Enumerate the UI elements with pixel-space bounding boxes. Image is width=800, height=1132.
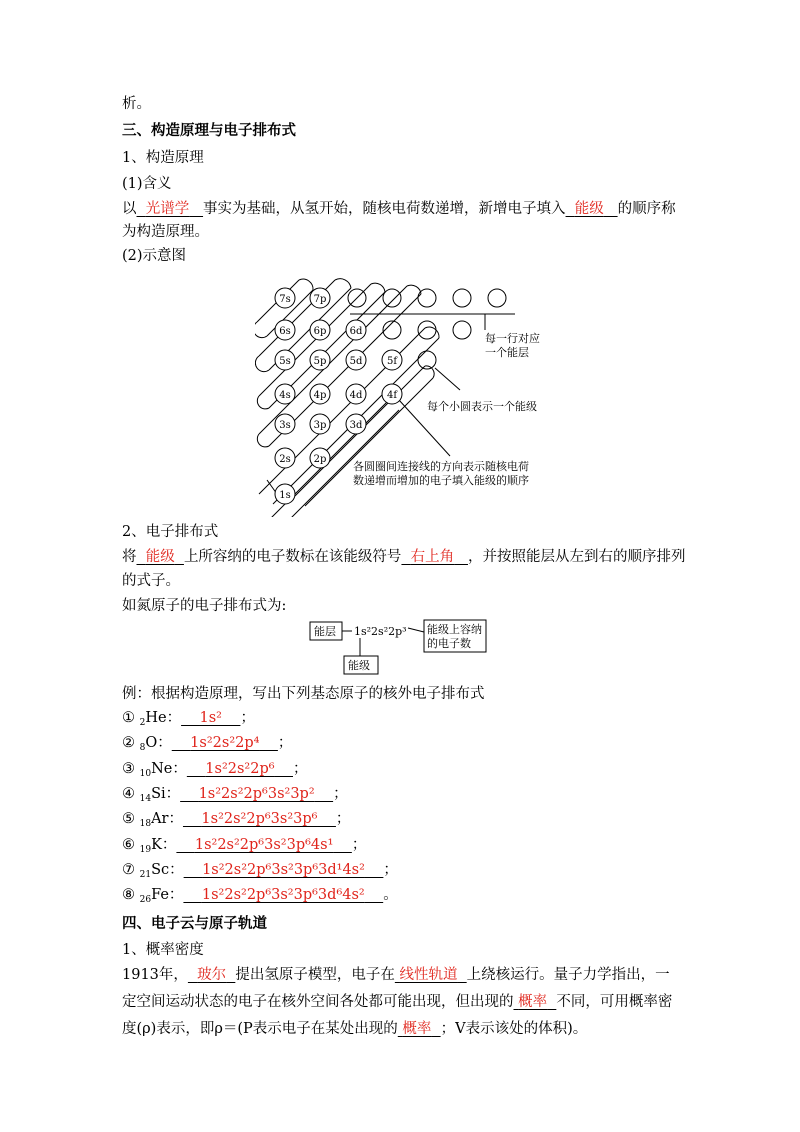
answer-probability: 概率 <box>518 994 548 1010</box>
exercise-intro: 例：根据构造原理，写出下列基态原子的核外电子排布式 <box>122 686 485 702</box>
colon: ： <box>172 761 187 777</box>
blank-right <box>365 862 383 878</box>
answer-energy-level: 能级 <box>145 549 175 565</box>
note-circle: 每个小圆表示一个能级 <box>427 400 537 413</box>
item-number: ① <box>122 710 135 726</box>
level-6s: 6s <box>279 326 291 337</box>
level-2s: 2s <box>279 454 291 465</box>
terminator: ； <box>333 786 348 802</box>
blank-left <box>176 837 194 853</box>
item-number: ⑥ <box>122 837 135 853</box>
level-7s: 7s <box>279 294 291 305</box>
subsection-title: 1、构造原理 <box>122 150 204 166</box>
level-5f: 5f <box>386 356 398 367</box>
text: 提出氢原子模型，电子在 <box>235 967 395 983</box>
blank-left <box>188 967 197 983</box>
level-2p: 2p <box>313 454 327 465</box>
level-4p: 4p <box>313 390 327 401</box>
label-energy-level: 能级 <box>348 659 370 672</box>
blank-left <box>137 549 146 565</box>
blank-right <box>226 967 235 983</box>
terminator: ； <box>335 811 351 827</box>
atomic-number: 26 <box>139 895 152 905</box>
blank-right <box>317 811 335 827</box>
blank-right <box>189 201 203 217</box>
answer-configuration: 1s²2s²2p⁶3s²3p⁶ <box>201 811 318 827</box>
blank-right <box>175 549 184 565</box>
config-definition <box>122 547 685 567</box>
text: 以 <box>122 201 137 217</box>
blank-left <box>172 735 190 751</box>
terminator: ； <box>383 862 398 878</box>
element-symbol: Ne <box>151 761 173 777</box>
diagram-label: (2)示意图 <box>122 248 187 264</box>
level-7p: 7p <box>313 294 327 305</box>
answer-configuration: 1s²2s²2p⁴ <box>190 735 260 751</box>
meaning-label: (1)含义 <box>122 176 172 192</box>
answer-configuration: 1s²2s²2p⁶3s²3p⁶4s¹ <box>194 837 334 853</box>
exercise-item <box>122 835 366 860</box>
blank-left <box>137 201 146 217</box>
exercise-item <box>122 860 398 885</box>
label-electron-count-2: 的电子数 <box>427 637 471 650</box>
exercise-item <box>122 809 350 834</box>
blank-left <box>184 862 202 878</box>
level-6p: 6p <box>313 326 327 337</box>
element-symbol: He <box>145 710 167 726</box>
note-row-line1: 每一行对应 <box>485 332 540 345</box>
element-symbol: K <box>151 837 162 853</box>
blank-right <box>547 994 556 1010</box>
definition-paragraph <box>122 199 676 219</box>
blank-right <box>365 887 383 903</box>
note-row-line2: 一个能层 <box>485 346 529 359</box>
atomic-number: 10 <box>139 769 152 779</box>
element-symbol: Ar <box>151 811 169 827</box>
atomic-number: 14 <box>139 794 152 804</box>
section-heading-4: 四、电子云与原子轨道 <box>122 916 267 932</box>
atomic-number: 19 <box>139 845 152 855</box>
text: 度(ρ)表示，即ρ＝(P表示电子在某处出现的 <box>122 1021 398 1037</box>
blank-right <box>275 761 293 777</box>
terminator: ； <box>293 761 308 777</box>
atomic-number: 18 <box>139 819 152 829</box>
exercise-item <box>122 708 255 733</box>
text: 上绕核运行。量子力学指出，一 <box>466 967 670 983</box>
subsection-probability-density: 1、概率密度 <box>122 942 204 958</box>
level-5d: 5d <box>349 356 363 367</box>
element-symbol: Fe <box>151 887 169 903</box>
answer-configuration: 1s²2s²2p⁶3s²3p⁶3d⁶4s² <box>201 887 365 903</box>
element-symbol: Sc <box>151 862 170 878</box>
atomic-number: 21 <box>139 870 152 880</box>
blank-right <box>604 201 618 217</box>
terminator: ； <box>277 735 293 751</box>
level-3d: 3d <box>349 420 363 431</box>
bohr-paragraph-line1 <box>122 965 670 985</box>
colon: ： <box>165 786 181 802</box>
blank-left <box>183 811 201 827</box>
level-3p: 3p <box>313 420 327 431</box>
answer-configuration: 1s²2s²2p⁶3s²3p² <box>198 786 315 802</box>
item-number: ⑤ <box>122 811 135 827</box>
nitrogen-example-intro: 如氮原子的电子排布式为: <box>122 598 287 614</box>
text: 1913年， <box>122 967 188 983</box>
text: 上所容纳的电子数标在该能级符号 <box>183 549 402 565</box>
element-symbol: O <box>145 735 158 751</box>
blank-left <box>180 786 198 802</box>
level-1s: 1s <box>279 490 291 501</box>
colon: ： <box>161 837 177 853</box>
aufbau-diagram <box>255 272 565 517</box>
colon: ： <box>166 710 182 726</box>
section-heading-3: 三、构造原理与电子排布式 <box>122 123 296 139</box>
config-definition-line2: 的式子。 <box>122 573 180 589</box>
terminator: 。 <box>383 887 398 903</box>
bohr-paragraph-line3 <box>122 1019 587 1039</box>
answer-upper-right: 右上角 <box>410 549 455 565</box>
label-energy-shell: 能层 <box>314 625 336 638</box>
item-number: ④ <box>122 786 135 802</box>
exercise-item <box>122 784 348 809</box>
answer-linear-orbit: 线性轨道 <box>399 967 458 983</box>
answer-configuration: 1s²2s²2p⁶ <box>205 761 275 777</box>
item-number: ⑧ <box>122 887 135 903</box>
definition-paragraph-line2: 为构造原理。 <box>122 224 209 240</box>
exercise-item <box>122 759 308 784</box>
blank-right <box>457 967 466 983</box>
item-number: ③ <box>122 761 135 777</box>
subsection-title-2: 2、电子排布式 <box>122 524 219 540</box>
blank-left <box>187 761 205 777</box>
blank-right <box>315 786 333 802</box>
note-arrow-line2: 数递增而增加的电子填入能级的顺序 <box>353 474 529 487</box>
colon: ： <box>169 862 184 878</box>
level-3s: 3s <box>279 420 291 431</box>
exercise-item <box>122 885 398 910</box>
continued-text: 析。 <box>122 96 151 112</box>
atomic-number: 8 <box>139 743 146 753</box>
answer-energy-level: 能级 <box>574 201 604 217</box>
blank-right <box>431 1021 440 1037</box>
text: 不同，可用概率密 <box>556 994 673 1010</box>
level-4d: 4d <box>349 390 363 401</box>
answer-configuration: 1s² <box>199 710 222 726</box>
level-6d: 6d <box>349 326 363 337</box>
text: 的顺序称 <box>617 201 676 217</box>
blank-left <box>566 201 575 217</box>
nitrogen-formula: 1s²2s²2p³ <box>354 625 407 638</box>
colon: ： <box>157 735 172 751</box>
text: ；V表示该处的体积)。 <box>440 1021 588 1037</box>
exercise-item <box>122 733 292 758</box>
colon: ： <box>168 887 184 903</box>
item-number: ② <box>122 735 135 751</box>
blank-left <box>183 887 201 903</box>
text: ，并按照能层从左到右的顺序排列 <box>467 549 686 565</box>
text: 定空间运动状态的电子在核外空间各处都可能出现，但出现的 <box>122 994 514 1010</box>
blank-left <box>181 710 199 726</box>
item-number: ⑦ <box>122 862 135 878</box>
terminator: ； <box>351 837 367 853</box>
answer-spectroscopy: 光谱学 <box>145 201 190 217</box>
level-5s: 5s <box>279 356 291 367</box>
element-symbol: Si <box>151 786 166 802</box>
text: 将 <box>122 549 137 565</box>
blank-right <box>259 735 277 751</box>
note-arrow-line1: 各圆圈间连接线的方向表示随核电荷 <box>353 460 529 473</box>
text: 事实为基础，从氢开始，随核电荷数递增，新增电子填入 <box>203 201 566 217</box>
nitrogen-config-diagram <box>300 618 500 678</box>
bohr-paragraph-line2 <box>122 992 672 1012</box>
level-5p: 5p <box>313 356 327 367</box>
label-electron-count-1: 能级上容纳 <box>427 623 482 636</box>
blank-right <box>333 837 351 853</box>
answer-configuration: 1s²2s²2p⁶3s²3p⁶3d¹4s² <box>202 862 365 878</box>
atomic-number: 2 <box>139 718 146 728</box>
answer-probability: 概率 <box>402 1021 432 1037</box>
blank-right <box>454 549 468 565</box>
colon: ： <box>168 811 183 827</box>
level-4f: 4f <box>386 390 398 401</box>
answer-bohr: 玻尔 <box>197 967 227 983</box>
blank-left <box>401 549 410 565</box>
blank-right <box>222 710 240 726</box>
terminator: ； <box>240 710 255 726</box>
level-4s: 4s <box>279 390 291 401</box>
